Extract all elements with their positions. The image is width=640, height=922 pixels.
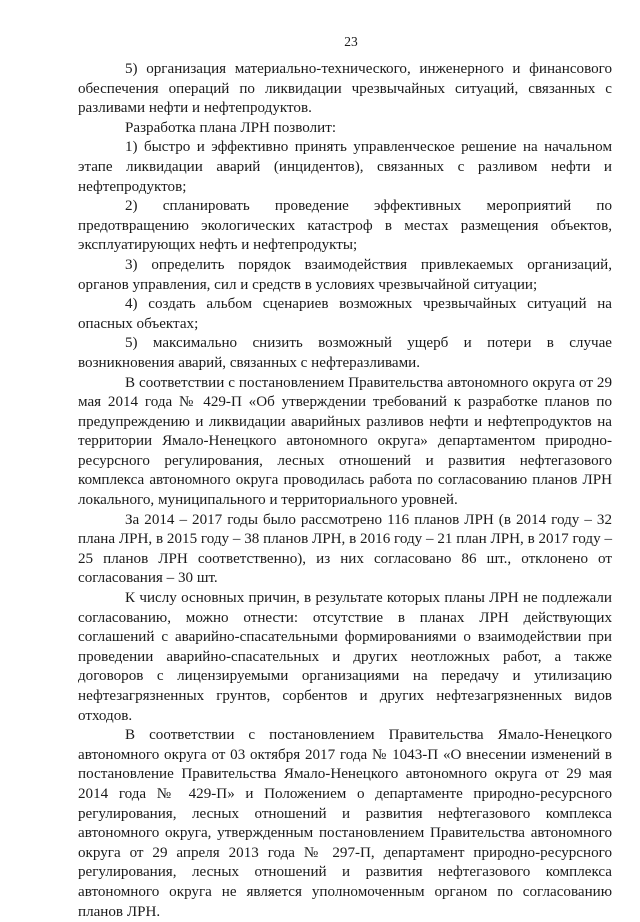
paragraph-benefit-2: 2) спланировать проведение эффективных мероприятий по предотвращению экологических катастроф в местах размещения объектов, эксплуатирующих нефть и нефтепродукты; bbox=[78, 198, 612, 254]
page-number: 23 bbox=[344, 34, 358, 49]
paragraph-resolution-429: В соответствии с постановлением Правительства автономного округа от 29 мая 2014 года № 429-П «Об утверждении требований к разработке планов по предупреждению и ликвидации аварийных разливов нефти и нефтепродуктов на территории Ямало-Ненецкого автономного округа» департаментом природно-ресурсного регулирования, лесных отношений и развития нефтегазового комплекса автономного округа проводилась работа по согласованию планов ЛРН локального, муниципального и территориального уровней. bbox=[78, 374, 612, 509]
paragraph-benefit-4: 4) создать альбом сценариев возможных чрезвычайных ситуаций на опасных объектах; bbox=[78, 296, 612, 332]
paragraph-rejection-reasons: К числу основных причин, в результате которых планы ЛРН не подлежали согласованию, можно отнести: отсутствие в планах ЛРН действующих соглашений с аварийно-спасательными формированиями о взаимодействии при проведении аварийно-спасательных и других неотложных работ, а также договоров с лицензируемыми организациями на передачу и утилизацию нефтезагрязненных грунтов, сорбентов и других нефтезагрязненных видов отходов. bbox=[78, 590, 612, 724]
paragraph-lrn-plan-intro: Разработка плана ЛРН позволит: bbox=[125, 119, 337, 136]
paragraph-benefit-3: 3) определить порядок взаимодействия привлекаемых организаций, органов управления, сил и средств в условиях чрезвычайной ситуации; bbox=[78, 256, 612, 293]
paragraph-statistics: За 2014 – 2017 годы было рассмотрено 116 планов ЛРН (в 2014 году – 32 плана ЛРН, в 2015 году – 38 планов ЛРН, в 2016 году – 21 план ЛРН, в 2017 году – 25 планов ЛРН соответственно), из них согласовано 86 шт., отклонено от согласования – 30 шт. bbox=[78, 511, 612, 587]
paragraph-benefit-1: 1) быстро и эффективно принять управленческое решение на начальном этапе ликвидации аварий (инцидентов), связанных с разливом нефти и нефтепродуктов; bbox=[78, 139, 612, 195]
paragraph-item-5-organization: 5) организация материально-технического, инженерного и финансового обеспечения операций по ликвидации чрезвычайных ситуаций, связанных с разливами нефти и нефтепродуктов. bbox=[78, 61, 612, 117]
paragraph-benefit-5: 5) максимально снизить возможный ущерб и потери в случае возникновения аварий, связанных с нефтеразливами. bbox=[78, 335, 612, 371]
paragraph-resolution-1043: В соответствии с постановлением Правительства Ямало-Ненецкого автономного округа от 03 октября 2017 года № 1043-П «О внесении изменений в постановление Правительства Ямало-Ненецкого автономного округа от 29 мая 2014 года № 429-П» и Положением о департаменте природно-ресурсного регулирования, лесных отношений и развития нефтегазового комплекса автономного округа, утвержденным постановлением Правительства автономного округа от 29 апреля 2013 года № 297-П, департамент природно-ресурсного регулирования, лесных отношений и развития нефтегазового комплекса автономного округа не является уполномоченным органом по согласованию планов ЛРН. bbox=[78, 727, 612, 920]
document-body bbox=[78, 60, 612, 922]
